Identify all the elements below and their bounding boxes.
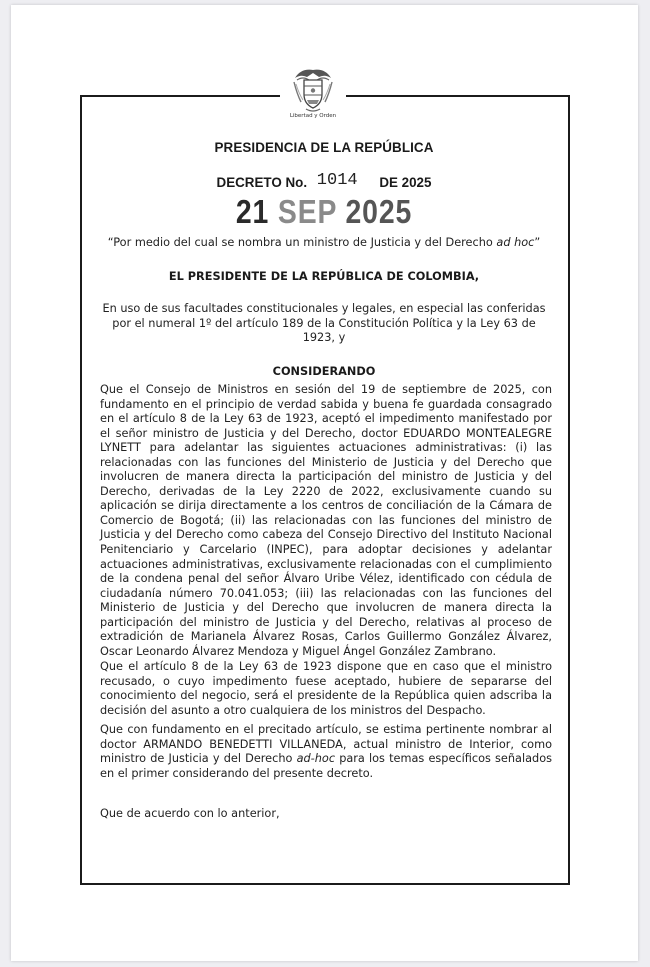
legal-powers-text: En uso de sus facultades constitucionales y legales, en especial las conferidas por el numeral 1º del artículo 189 de la Constitución Política y la Ley 63 de 1923, y <box>102 302 546 344</box>
subject-text: “Por medio del cual se nombra un ministro de Justicia y del Derecho <box>107 236 497 249</box>
stamp-day: 21 <box>235 193 270 230</box>
decree-year: DE 2025 <box>379 175 432 190</box>
p3-italic: ad-hoc <box>296 752 336 766</box>
stamp-year: 2025 <box>345 193 413 230</box>
date-stamp <box>114 193 534 231</box>
decree-subject <box>80 236 568 249</box>
colombia-coat-of-arms-icon <box>280 64 346 114</box>
considerando-paragraph-3 <box>100 723 552 781</box>
authority-heading: EL PRESIDENTE DE LA REPÚBLICA DE COLOMBIA, <box>168 270 480 283</box>
issuer-heading: PRESIDENCIA DE LA REPÚBLICA <box>214 140 434 155</box>
decree-number: 1014 <box>316 171 358 190</box>
seal-motto: Libertad y Orden <box>289 113 337 119</box>
p3-text-after: para los temas específicos señalados en el primer considerando del presente decreto. <box>100 752 552 780</box>
decree-prefix: DECRETO No. <box>216 175 308 190</box>
considerando-paragraph-1: Que el Consejo de Ministros en sesión del 19 de septiembre de 2025, con fundamento en el principio de verdad sabida y buena fe guardada consagrado en el artículo 8 de la Ley 63 de 1923, aceptó el impedimento manifestado por el señor ministro de Justicia y del Derecho, doctor EDUARDO MONTEALEGRE LYNETT para adelantar las siguientes actuaciones administrativas: (i) las relacionadas con las funciones del Ministerio de Justicia y del Derecho que involucren de manera directa la participación del ministro de Justicia y del Derecho, derivadas de la Ley 2220 de 2022, exclusivamente cuando su aplicación se dirija directamente a los centros de conciliación de la Cámara de Comercio de Bogotá; (ii) las relacionadas con las funciones del ministro de Justicia y del Derecho como cabeza del Consejo Directivo del Instituto Nacional Penitenciario y Carcelario (INPEC), para adoptar decisiones y adelantar actuaciones administrativas, exclusivamente relacionadas con el cumplimiento de la condena penal del señor Álvaro Uribe Vélez, identificado con cédula de ciudadanía número 70.041.053; (iii) las relacionadas con las funciones del Ministerio de Justicia y del Derecho que involucren de manera directa la participación del ministro de Justicia y del Derecho, relativas al proceso de extradición de Marianela Álvarez Rosas, Carlos Guillermo González Álvarez, Oscar Leonardo Álvarez Mendoza y Miguel Ángel González Zambrano. <box>100 383 552 658</box>
stamp-month: SEP <box>277 193 337 230</box>
considerando-paragraph-4: Que de acuerdo con lo anterior, <box>100 807 280 820</box>
subject-close-quote: ” <box>534 236 541 249</box>
coat-of-arms <box>280 64 346 126</box>
considerando-paragraph-2: Que el artículo 8 de la Ley 63 de 1923 dispone que en caso que el ministro recusado, o cuyo impedimento fuese aceptado, hubiere de separarse del conocimiento del negocio, será el presidente de la República quien adscriba la decisión del asunto a otro cualquiera de los ministros del Despacho. <box>100 660 552 717</box>
p3-text-before: Que con fundamento en el precitado artículo, se estima pertinente nombrar al doctor ARMANDO BENEDETTI VILLANEDA, actual ministro de Interior, como ministro de Justicia y del Derecho <box>100 723 552 766</box>
decree-number-line <box>80 171 568 193</box>
considerando-heading: CONSIDERANDO <box>272 365 376 378</box>
subject-italic: ad hoc <box>496 236 535 249</box>
